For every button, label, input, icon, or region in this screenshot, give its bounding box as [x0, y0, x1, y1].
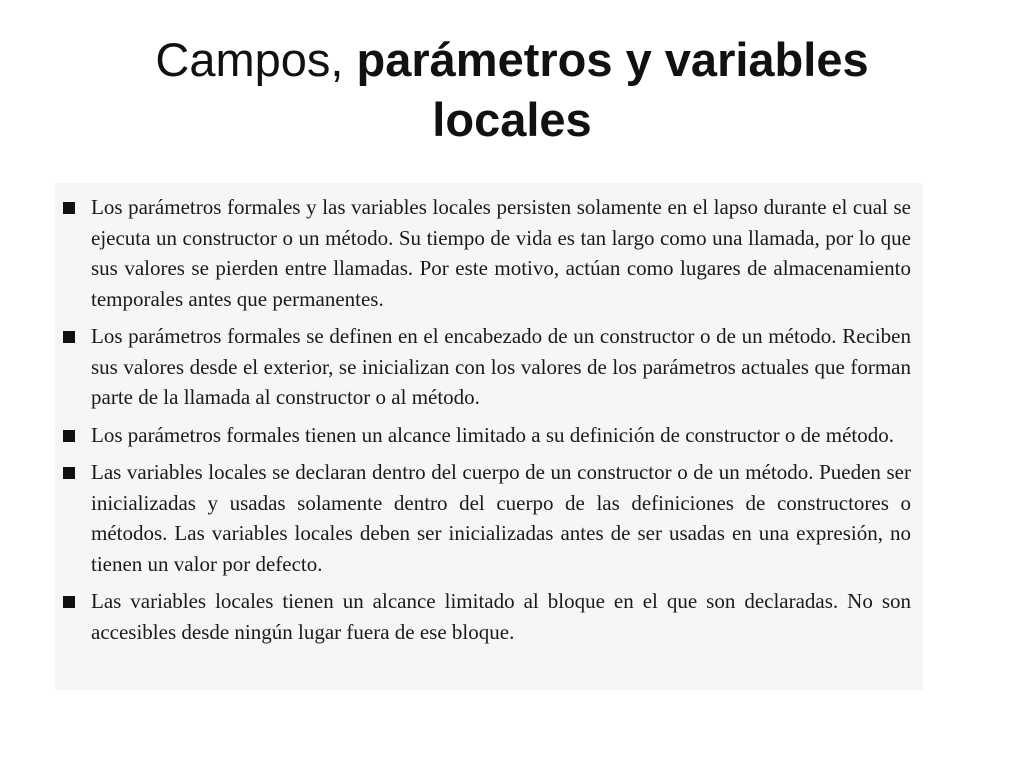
square-bullet-icon: [63, 430, 75, 442]
bullet-text: Los parámetros formales se definen en el encabezado de un constructor o de un método. Reciben sus valores desde el exterior, se inicializan con los valores de los parámetros actuales que forman parte de la llamada al constructor o al método.: [91, 324, 911, 409]
square-bullet-icon: [63, 467, 75, 479]
bullet-item: [63, 586, 911, 647]
title-bold-line1: parámetros y variables: [356, 33, 869, 86]
bullet-text: Las variables locales tienen un alcance limitado al bloque en el que son declaradas. No son accesibles desde ningún lugar fuera de ese bloque.: [91, 589, 911, 644]
title-regular: Campos,: [155, 33, 357, 86]
square-bullet-icon: [63, 202, 75, 214]
content-panel: [55, 183, 923, 690]
slide-title: [60, 30, 964, 150]
square-bullet-icon: [63, 331, 75, 343]
bullet-text: Las variables locales se declaran dentro del cuerpo de un constructor o de un método. Pueden ser inicializadas y usadas solamente dentro del cuerpo de las definiciones de constructores o métodos. Las variables locales deben ser inicializadas antes de ser usadas en una expresión, no tienen un valor por defecto.: [91, 460, 911, 576]
square-bullet-icon: [63, 596, 75, 608]
bullet-text: Los parámetros formales tienen un alcance limitado a su definición de constructor o de método.: [91, 422, 894, 447]
title-bold-line2: locales: [432, 93, 592, 146]
bullet-text: Los parámetros formales y las variables locales persisten solamente en el lapso durante el cual se ejecuta un constructor o un método. Su tiempo de vida es tan largo como una llamada, por lo que sus valores se pierden entre llamadas. Por este motivo, actúan como lugares de almacenamiento temporales antes que permanentes.: [91, 195, 911, 311]
bullet-item: [63, 420, 911, 451]
bullet-item: [63, 192, 911, 314]
bullet-item: [63, 457, 911, 579]
bullet-item: [63, 321, 911, 413]
